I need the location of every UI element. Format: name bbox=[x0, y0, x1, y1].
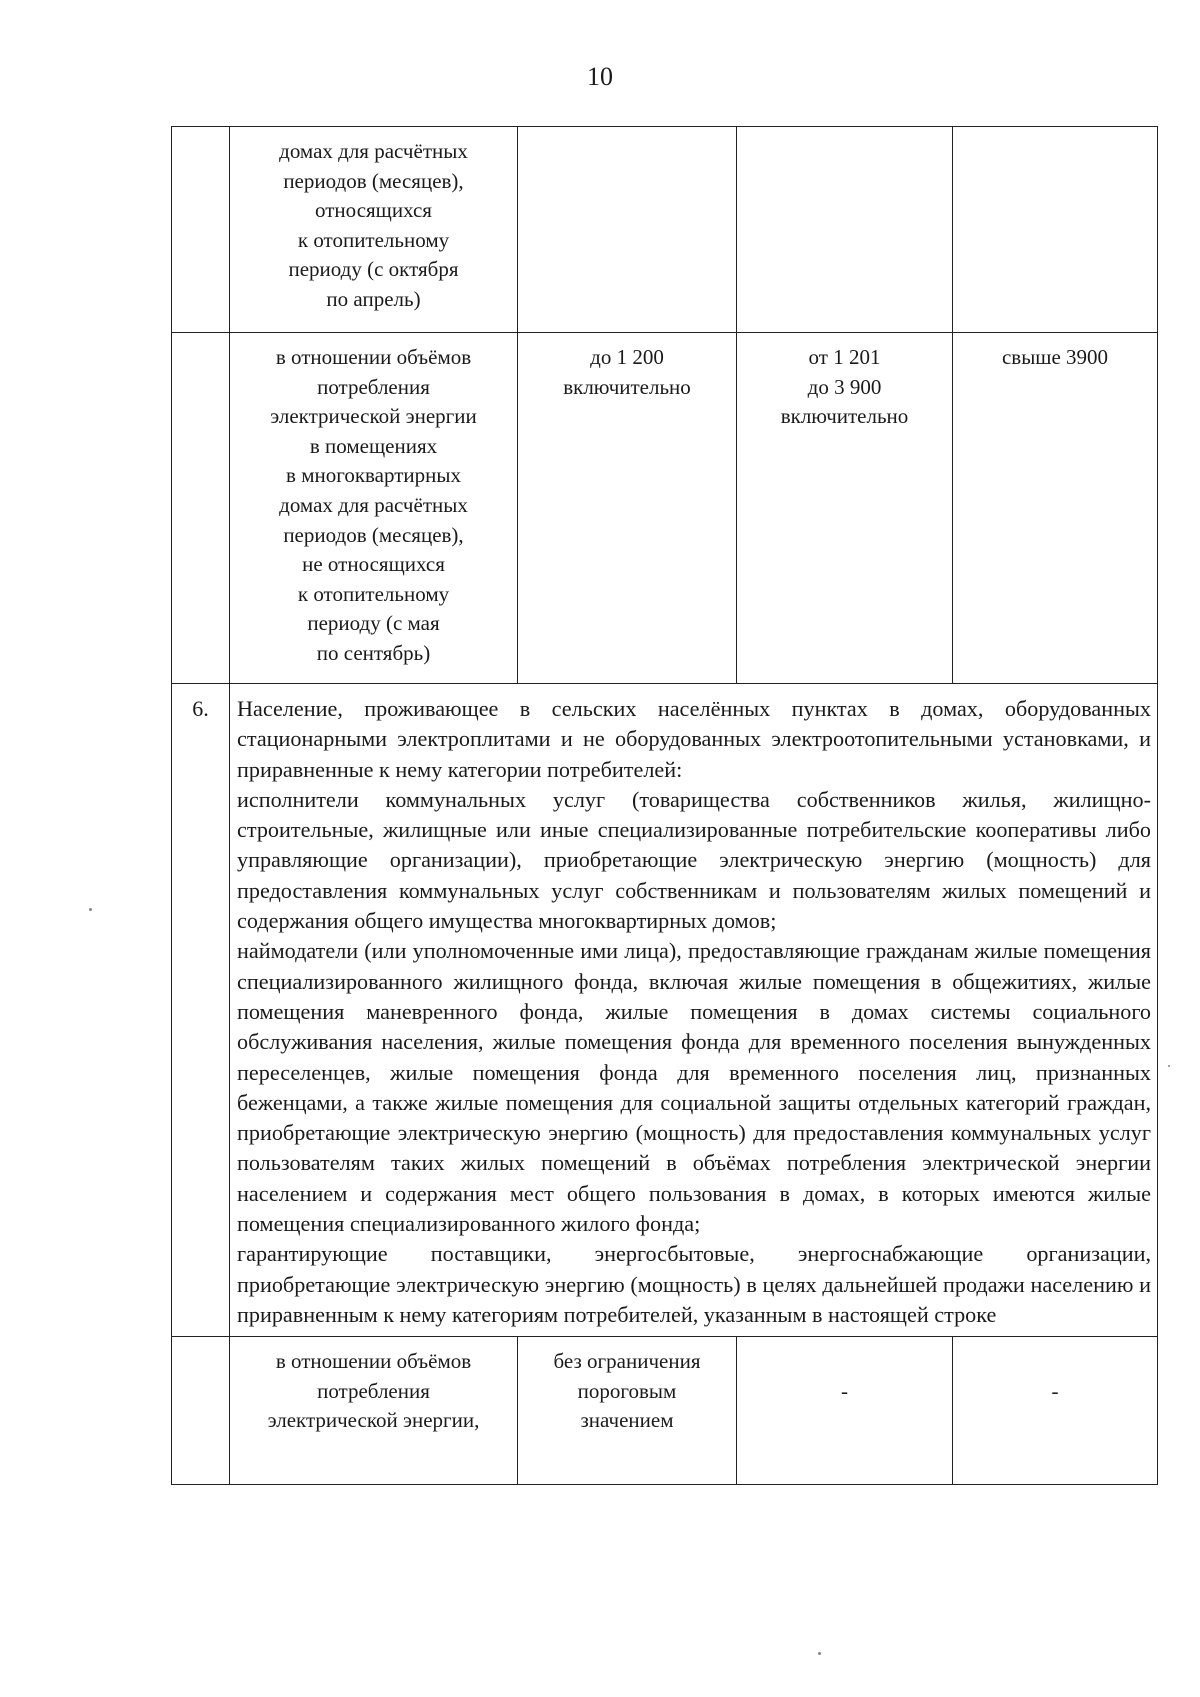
table-row bbox=[172, 1337, 1158, 1485]
value-cell-2 bbox=[737, 127, 953, 333]
description-cell bbox=[230, 1337, 518, 1485]
description-text: в отношении объёмов потребления электрической энергии в помещениях в многоквартирных домах для расчётных периодов (месяцев), не относящихся к отопительному периоду (с мая по сентябрь) bbox=[270, 345, 477, 665]
description-text: домах для расчётных периодов (месяцев), относящихся к отопительному периоду (с октября по апрель) bbox=[279, 139, 468, 311]
no-threshold: без ограничения пороговым значением bbox=[553, 1349, 701, 1433]
number-cell bbox=[172, 127, 230, 333]
value-cell-1 bbox=[518, 127, 737, 333]
scan-speck bbox=[1168, 1065, 1170, 1067]
scan-speck bbox=[89, 908, 92, 911]
paragraph: исполнители коммунальных услуг (товарищества собственников жилья, жилищно-строительные, жилищные или иные специализированные потребительские кооперативы либо управляющие организации), приобретающие электрическую энергию (мощность) для предоставления коммунальных услуг собственникам и пользователям жилых помещений и содержания общего имущества многоквартирных домов; bbox=[237, 786, 1151, 934]
dash: - bbox=[1051, 1379, 1059, 1404]
page-number: 10 bbox=[587, 62, 613, 91]
description-text: в отношении объёмов потребления электрической энергии, bbox=[267, 1349, 480, 1433]
table-row bbox=[172, 684, 1158, 1337]
category-description bbox=[230, 684, 1158, 1337]
value-cell-2 bbox=[737, 333, 953, 684]
value-cell-2 bbox=[737, 1337, 953, 1485]
value-cell-3 bbox=[953, 333, 1158, 684]
number-cell bbox=[172, 1337, 230, 1485]
description-cell bbox=[230, 333, 518, 684]
threshold-low: до 1 200 включительно bbox=[563, 345, 691, 399]
value-cell-1 bbox=[518, 1337, 737, 1485]
paragraph: наймодатели (или уполномоченные ими лица), предоставляющие гражданам жилые помещения специализированного жилищного фонда, включая жилые помещения в общежитиях, жилые помещения маневренного фонда, жилые помещения в домах системы социального обслуживания населения, жилые помещения фонда для временного поселения вынужденных переселенцев, жилые помещения фонда для временного поселения лиц, признанных беженцами, а также жилые помещения для социальной защиты отдельных категорий граждан, приобретающие электрическую энергию (мощность) для предоставления коммунальных услуг пользователям таких жилых помещений в объёмах потребления электрической энергии населением и содержания мест общего пользования в домах, в которых имеются жилые помещения специализированного жилого фонда; bbox=[237, 938, 1151, 1237]
threshold-mid: от 1 201 до 3 900 включительно bbox=[780, 345, 909, 429]
tariff-table bbox=[171, 126, 1158, 1485]
value-cell-1 bbox=[518, 333, 737, 684]
paragraph: Население, проживающее в сельских населённых пунктах в домах, оборудованных стационарными электроплитами и не оборудованных электроотопительными установками, и приравненные к нему категории потребителей: bbox=[237, 696, 1151, 782]
row-number: 6. bbox=[172, 684, 230, 1337]
value-cell-3 bbox=[953, 127, 1158, 333]
dash: - bbox=[841, 1379, 848, 1404]
scan-speck bbox=[818, 1652, 821, 1655]
paragraph: гарантирующие поставщики, энергосбытовые, энергоснабжающие организации, приобретающие электрическую энергию (мощность) в целях дальнейшей продажи населению и приравненным к нему категориям потребителей, указанным в настоящей строке bbox=[237, 1241, 1151, 1327]
threshold-high: свыше 3900 bbox=[1001, 345, 1109, 369]
value-cell-3 bbox=[953, 1337, 1158, 1485]
number-cell bbox=[172, 333, 230, 684]
table-row bbox=[172, 333, 1158, 684]
table-row bbox=[172, 127, 1158, 333]
description-cell bbox=[230, 127, 518, 333]
